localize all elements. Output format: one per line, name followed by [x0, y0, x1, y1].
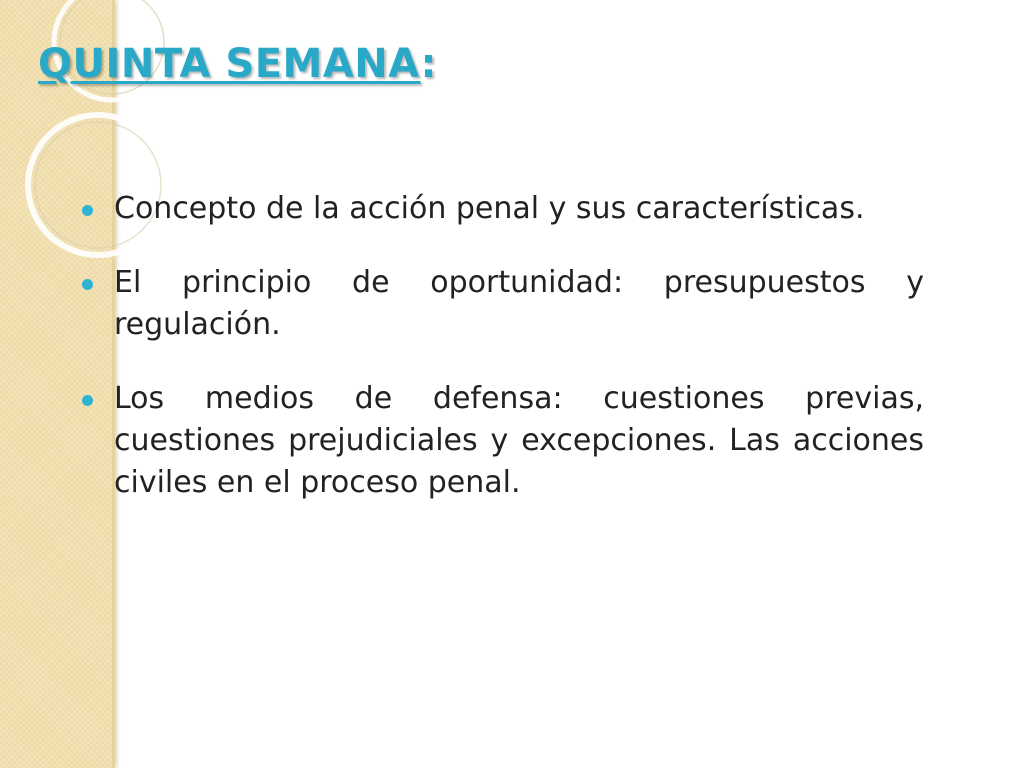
- bullet-item: [82, 188, 924, 230]
- bullet-icon: [82, 205, 93, 216]
- slide-title-colon: :: [420, 41, 437, 87]
- slide-title: [38, 42, 437, 86]
- bullet-text: Los medios de defensa: cuestiones previas, cuestiones prejudiciales y excepciones. Las acciones civiles en el proceso penal.: [114, 381, 924, 500]
- bullet-text: El principio de oportunidad: presupuestos y regulación.: [114, 265, 924, 342]
- bullet-text: Concepto de la acción penal y sus características.: [114, 191, 865, 226]
- bullet-item: [82, 262, 924, 346]
- bullet-icon: [82, 395, 93, 406]
- bullet-item: [82, 378, 924, 504]
- bullet-icon: [82, 279, 93, 290]
- bullet-list: [82, 188, 924, 536]
- slide-title-text: QUINTA SEMANA: [38, 41, 421, 87]
